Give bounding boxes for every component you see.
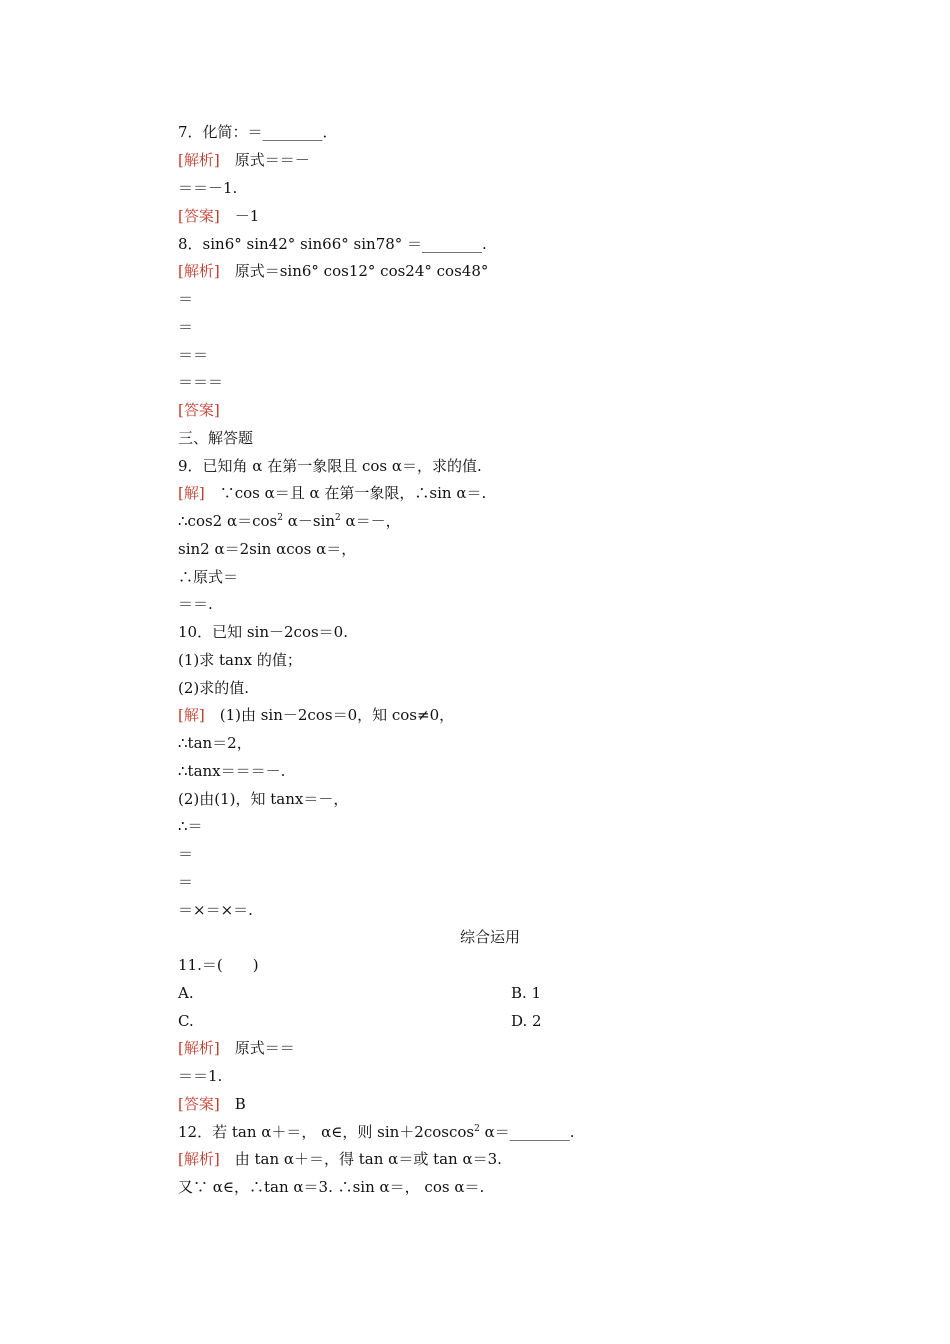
q11-analysis: [解析] 原式＝＝: [178, 1039, 295, 1057]
q11-options-row1: [178, 980, 778, 1006]
q10-solution-line: ＝: [178, 873, 194, 891]
q10-solution-line: ∴tan＝2，: [178, 734, 252, 752]
q10-solution-line: (2)由(1)，知 tanx＝－，: [178, 790, 349, 808]
q12-analysis: [解析] 由 tan α＋＝，得 tan α＝或 tan α＝3.: [178, 1150, 502, 1168]
q7-analysis-line: ＝＝－1.: [178, 179, 238, 197]
q9-solution-line: sin2 α＝2sin αcos α＝，: [178, 540, 357, 558]
q8-analysis-line: ＝＝: [178, 346, 209, 364]
q9-stem: 9．已知角 α 在第一象限且 cos α＝，求的值.: [178, 457, 482, 475]
q12-stem: 12．若 tan α＋＝， α∈，则 sin＋2coscos$^2$ α＝________.: [178, 1123, 575, 1141]
section-title: 综合运用: [460, 928, 521, 946]
q11-option-b: B. 1: [511, 984, 542, 1002]
q8-stem: 8．sin6° sin42° sin66° sin78° ＝________.: [178, 235, 487, 253]
q8-answer: [答案]: [178, 401, 220, 419]
q8-analysis: [解析] 原式＝sin6° cos12° cos24° cos48°: [178, 262, 489, 280]
q11-option-d: D. 2: [511, 1012, 542, 1030]
q7-stem: 7．化简：＝________．: [178, 123, 338, 141]
q11-options-row2: [178, 1008, 778, 1034]
q11-stem: 11.＝( ): [178, 956, 259, 974]
q10-solution-line: ＝: [178, 845, 194, 863]
q10-solution-line: ＝×＝×＝.: [178, 901, 253, 919]
q10-stem: 10．已知 sin－2cos＝0.: [178, 623, 348, 641]
q8-analysis-line: ＝: [178, 290, 194, 308]
q10-part1: (1)求 tanx 的值；: [178, 651, 302, 669]
q10-solution-line: ∴tanx＝＝＝－.: [178, 762, 286, 780]
q7-analysis: [解析] 原式＝＝－: [178, 151, 310, 169]
q10-solution-line: ∴＝: [178, 817, 203, 835]
q8-analysis-line: ＝: [178, 318, 194, 336]
q8-analysis-line: ＝＝＝: [178, 373, 224, 391]
q9-solution-line: ∴原式＝: [178, 568, 239, 586]
q12-analysis-line: 又∵ α∈，∴tan α＝3. ∴sin α＝， cos α＝.: [178, 1178, 485, 1196]
q11-option-a: A.: [178, 984, 194, 1002]
q11-analysis-line: ＝＝1.: [178, 1067, 223, 1085]
q9-solution-line: ∴cos2 $\alpha=\cos^2$ $\alpha-\sin^2$ α＝－，: [178, 512, 401, 530]
q11-answer: [答案] B: [178, 1095, 246, 1113]
q9-solution-line: ＝＝.: [178, 595, 213, 613]
q7-answer: [答案] －1: [178, 207, 260, 225]
q10-part2: (2)求的值.: [178, 679, 250, 697]
q9-solution: [解] ∵cos α＝且 α 在第一象限，∴sin α＝.: [178, 484, 487, 502]
q11-option-c: C.: [178, 1012, 194, 1030]
q10-solution: [解] (1)由 sin－2cos＝0，知 cos≠0，: [178, 706, 455, 724]
section-heading: 三、解答题: [178, 429, 254, 447]
